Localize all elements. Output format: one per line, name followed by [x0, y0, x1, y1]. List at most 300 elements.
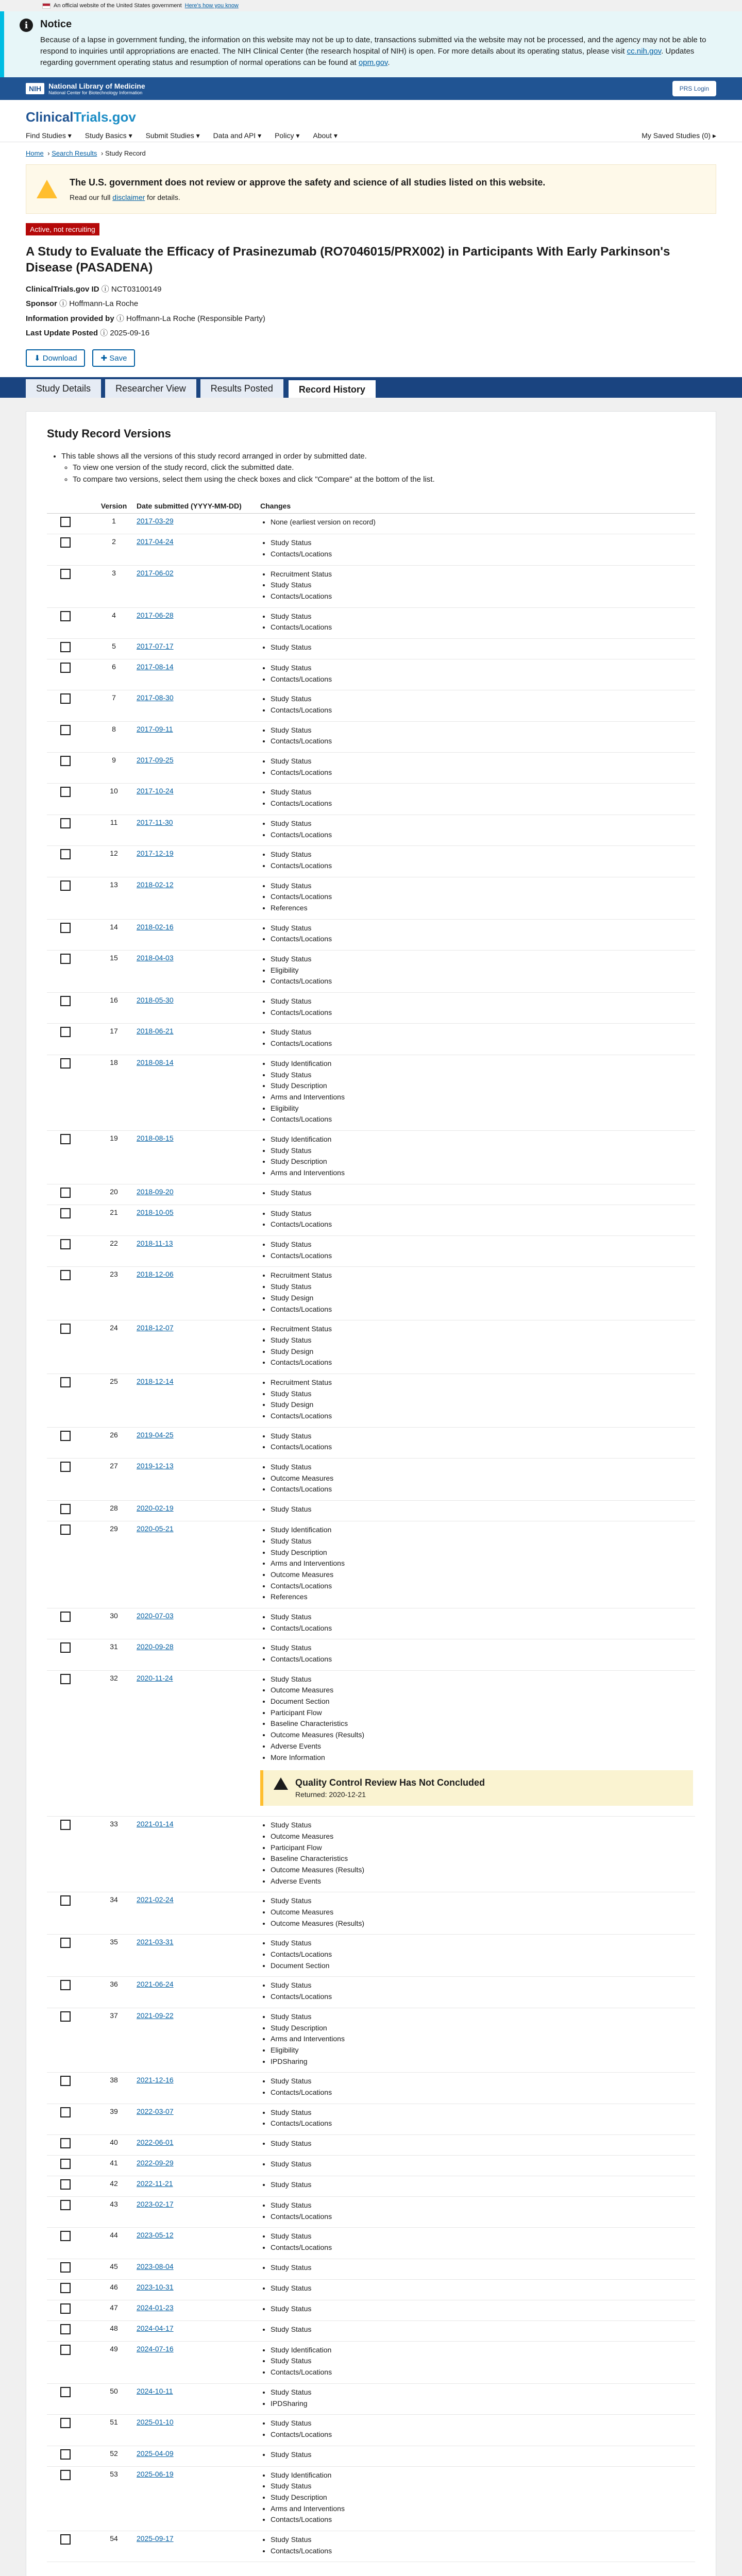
- version-number: 8: [93, 721, 134, 752]
- change-item: • Study Status: [271, 725, 693, 736]
- tab-results-posted[interactable]: Results Posted: [200, 379, 283, 398]
- change-item: • Study Description: [271, 1080, 693, 1092]
- change-item: • Study Status: [271, 611, 693, 622]
- nav-item[interactable]: Find Studies ▾: [26, 131, 72, 140]
- version-date-link[interactable]: 2017-04-24: [137, 537, 174, 546]
- compare-checkbox[interactable]: [60, 2262, 71, 2273]
- change-item: • Contacts/Locations: [271, 891, 693, 903]
- disclaimer-link[interactable]: disclaimer: [112, 193, 145, 201]
- compare-checkbox[interactable]: [60, 1642, 71, 1653]
- nav-item[interactable]: Data and API ▾: [213, 131, 262, 140]
- compare-checkbox[interactable]: [60, 1377, 71, 1387]
- version-date-link[interactable]: 2018-10-05: [137, 1208, 174, 1216]
- version-row: [47, 1935, 695, 1977]
- version-row: [47, 2008, 695, 2072]
- prs-login-button[interactable]: PRS Login: [672, 81, 716, 96]
- compare-checkbox[interactable]: [60, 2418, 71, 2428]
- changes-cell: [258, 1608, 695, 1639]
- tab-study-details[interactable]: Study Details: [26, 379, 101, 398]
- compare-checkbox[interactable]: [60, 2345, 71, 2355]
- compare-checkbox[interactable]: [60, 1938, 71, 1948]
- changes-cell: [258, 2341, 695, 2383]
- changes-cell: [258, 877, 695, 919]
- version-row: [47, 721, 695, 752]
- version-row: [47, 2383, 695, 2414]
- change-item: • Contacts/Locations: [271, 934, 693, 945]
- change-item: • Arms and Interventions: [271, 1092, 693, 1103]
- compare-cell: [47, 2176, 93, 2197]
- compare-cell: [47, 1977, 93, 2008]
- compare-cell: [47, 1459, 93, 1501]
- version-row: [47, 753, 695, 784]
- date-cell: [134, 2008, 258, 2072]
- nlm-name: National Library of Medicine: [48, 81, 145, 90]
- change-item: • Study Status: [271, 2011, 693, 2023]
- version-row: [47, 951, 695, 993]
- breadcrumb-search[interactable]: Search Results: [52, 149, 97, 158]
- changes-cell: [258, 1236, 695, 1267]
- gov-banner-text: An official website of the United States government: [54, 3, 182, 9]
- change-item: • Study Status: [271, 1820, 693, 1831]
- change-item: • Study Design: [271, 1399, 693, 1411]
- version-row: [47, 638, 695, 659]
- change-item: • Contacts/Locations: [271, 829, 693, 841]
- date-cell: [134, 638, 258, 659]
- change-item: • Document Section: [271, 1696, 693, 1707]
- version-number: 23: [93, 1267, 134, 1320]
- compare-cell: [47, 659, 93, 690]
- change-item: • Study Status: [271, 2534, 693, 2546]
- change-item: • Contacts/Locations: [271, 1007, 693, 1019]
- version-date-link[interactable]: 2017-12-19: [137, 849, 174, 858]
- version-date-link[interactable]: 2018-02-12: [137, 880, 174, 889]
- nav-item[interactable]: Study Basics ▾: [85, 131, 132, 140]
- change-item: • Study Status: [271, 1462, 693, 1473]
- change-item: • Study Status: [271, 2179, 693, 2191]
- change-item: • Contacts/Locations: [271, 1357, 693, 1368]
- change-item: • Outcome Measures: [271, 1907, 693, 1918]
- changes-cell: [258, 1501, 695, 1521]
- compare-checkbox[interactable]: [60, 2303, 71, 2314]
- change-item: • Study Status: [271, 2138, 693, 2149]
- compare-checkbox[interactable]: [60, 2159, 71, 2169]
- version-date-link[interactable]: 2024-04-17: [137, 2324, 174, 2332]
- download-button[interactable]: ⬇ Download: [26, 349, 85, 367]
- compare-checkbox[interactable]: [60, 1504, 71, 1514]
- compare-checkbox[interactable]: [60, 1324, 71, 1334]
- version-date-link[interactable]: 2022-11-21: [137, 2179, 173, 2188]
- version-date-link[interactable]: 2017-08-30: [137, 693, 174, 702]
- change-item: • References: [271, 1591, 693, 1603]
- date-cell: [134, 1320, 258, 1374]
- changes-cell: [258, 1320, 695, 1374]
- change-item: • Study Status: [271, 1208, 693, 1219]
- study-sponsor: Sponsor ⓘ Hoffmann-La Roche: [26, 299, 139, 309]
- compare-checkbox[interactable]: [60, 517, 71, 527]
- version-row: [47, 2156, 695, 2176]
- compare-checkbox[interactable]: [60, 1612, 71, 1622]
- version-number: 42: [93, 2176, 134, 2197]
- compare-checkbox[interactable]: [60, 2200, 71, 2210]
- change-item: • Eligibility: [271, 965, 693, 976]
- change-item: • Contacts/Locations: [271, 705, 693, 716]
- version-number: 2: [93, 534, 134, 565]
- compare-checkbox[interactable]: [60, 1431, 71, 1441]
- version-date-link[interactable]: 2017-11-30: [137, 818, 173, 826]
- version-date-link[interactable]: 2019-04-25: [137, 1430, 174, 1439]
- change-item: • Study Status: [271, 1895, 693, 1907]
- version-date-link[interactable]: 2018-11-13: [137, 1239, 173, 1248]
- compare-checkbox[interactable]: [60, 1462, 71, 1472]
- version-date-link[interactable]: 2017-06-02: [137, 568, 174, 577]
- compare-checkbox[interactable]: [60, 2449, 71, 2460]
- date-cell: [134, 1024, 258, 1055]
- date-cell: [134, 514, 258, 534]
- version-number: 24: [93, 1320, 134, 1374]
- version-date-link[interactable]: 2017-07-17: [137, 641, 174, 650]
- changes-cell: [258, 753, 695, 784]
- content-area: [0, 398, 742, 2576]
- nav-item[interactable]: Submit Studies ▾: [145, 131, 200, 140]
- version-number: 6: [93, 659, 134, 690]
- compare-checkbox[interactable]: [60, 1524, 71, 1535]
- version-row: [47, 607, 695, 638]
- version-date-link[interactable]: 2022-03-07: [137, 2107, 174, 2115]
- compare-checkbox[interactable]: [60, 2324, 71, 2334]
- changes-cell: [258, 2446, 695, 2466]
- change-item: • Study Status: [271, 2159, 693, 2170]
- nav-item[interactable]: About ▾: [313, 131, 338, 140]
- compare-checkbox[interactable]: [60, 2076, 71, 2086]
- change-item: • Study Design: [271, 1293, 693, 1304]
- changes-cell: [258, 690, 695, 721]
- version-date-link[interactable]: 2018-12-07: [137, 1324, 174, 1332]
- changes-cell: [258, 1935, 695, 1977]
- changes-cell: [258, 2008, 695, 2072]
- version-date-link[interactable]: 2022-06-01: [137, 2138, 174, 2146]
- version-row: [47, 2104, 695, 2134]
- study-header: [0, 214, 742, 366]
- version-date-link[interactable]: 2025-09-17: [137, 2534, 174, 2543]
- change-item: • Contacts/Locations: [271, 1304, 693, 1315]
- date-cell: [134, 1817, 258, 1892]
- compare-checkbox[interactable]: [60, 725, 71, 735]
- version-number: 11: [93, 815, 134, 845]
- version-date-link[interactable]: 2023-08-04: [137, 2262, 174, 2270]
- version-number: 53: [93, 2466, 134, 2531]
- version-date-link[interactable]: 2017-10-24: [137, 787, 174, 795]
- version-row: [47, 2073, 695, 2104]
- version-date-link[interactable]: 2018-06-21: [137, 1027, 174, 1036]
- compare-checkbox[interactable]: [60, 2179, 71, 2190]
- study-tabs: [0, 377, 742, 398]
- notice-body: Because of a lapse in government funding, the information on this website may not be up to date, transactions submitted via the website may not be processed, and the agency may not be able to respond to inquiries until appropriations are enacted. The NIH Clinical Center (the research hospital of NIH) is open. For more details about its operating status, please visit cc.nih.gov. Updates regarding government operating status and resumption of normal operations can be found at opm.gov.: [40, 36, 706, 67]
- version-date-link[interactable]: 2020-09-28: [137, 1642, 174, 1651]
- compare-checkbox[interactable]: [60, 1239, 71, 1249]
- date-cell: [134, 815, 258, 845]
- change-item: • Contacts/Locations: [271, 1250, 693, 1262]
- compare-checkbox[interactable]: [60, 642, 71, 652]
- version-date-link[interactable]: 2019-12-13: [137, 1462, 174, 1470]
- change-item: • Study Status: [271, 818, 693, 829]
- versions-instructions: • This table shows all the versions of this study record arranged in order by submitted date. ◦ To view one version of the study record, click the submitted date. ◦ To compare two versions, select them using the check boxes and click "Compare" at the bottom of the list.: [61, 451, 695, 486]
- compare-cell: [47, 2228, 93, 2259]
- version-date-link[interactable]: 2018-02-16: [137, 922, 174, 931]
- change-item: • Study Design: [271, 1346, 693, 1358]
- change-item: • Outcome Measures (Results): [271, 1865, 693, 1876]
- version-number: 1: [93, 514, 134, 534]
- version-number: 38: [93, 2073, 134, 2104]
- opm-link[interactable]: opm.gov: [358, 58, 388, 67]
- change-item: • Contacts/Locations: [271, 1411, 693, 1422]
- version-date-link[interactable]: 2021-02-24: [137, 1895, 174, 1904]
- version-date-link[interactable]: 2023-05-12: [137, 2231, 174, 2240]
- version-number: 17: [93, 1024, 134, 1055]
- compare-checkbox[interactable]: [60, 1134, 71, 1144]
- version-date-link[interactable]: 2021-06-24: [137, 1980, 174, 1989]
- compare-checkbox[interactable]: [60, 1895, 71, 1906]
- cc-link[interactable]: cc.nih.gov: [627, 46, 662, 56]
- compare-checkbox[interactable]: [60, 1208, 71, 1218]
- changes-cell: [258, 1459, 695, 1501]
- change-item: • Contacts/Locations: [271, 2118, 693, 2129]
- version-row: [47, 2341, 695, 2383]
- changes-cell: [258, 951, 695, 993]
- compare-cell: [47, 2466, 93, 2531]
- version-number: 3: [93, 565, 134, 607]
- change-item: • Arms and Interventions: [271, 2503, 693, 2515]
- version-date-link[interactable]: 2024-01-23: [137, 2303, 174, 2312]
- compare-checkbox[interactable]: [60, 2231, 71, 2241]
- nav-item[interactable]: Policy ▾: [275, 131, 300, 140]
- nav-menu: [26, 131, 338, 140]
- study-id: ClinicalTrials.gov ID ⓘ NCT03100149: [26, 284, 162, 294]
- qc-title: Quality Control Review Has Not Concluded: [295, 1777, 485, 1788]
- version-row: [47, 1892, 695, 1935]
- version-number: 54: [93, 2531, 134, 2562]
- date-cell: [134, 2320, 258, 2341]
- compare-checkbox[interactable]: [60, 569, 71, 579]
- changes-cell: [258, 1427, 695, 1458]
- version-number: 31: [93, 1639, 134, 1670]
- version-date-link[interactable]: 2024-10-11: [137, 2386, 173, 2395]
- version-number: 32: [93, 1670, 134, 1817]
- compare-cell: [47, 2104, 93, 2134]
- tab-researcher-view[interactable]: Researcher View: [105, 379, 196, 398]
- compare-checkbox[interactable]: [60, 996, 71, 1006]
- change-item: • Study Status: [271, 2262, 693, 2274]
- version-date-link[interactable]: 2021-03-31: [137, 1938, 174, 1946]
- compare-cell: [47, 1892, 93, 1935]
- nlm-sub: National Center for Biotechnology Information: [48, 90, 143, 95]
- version-date-link[interactable]: 2018-09-20: [137, 1187, 174, 1196]
- version-number: 43: [93, 2197, 134, 2228]
- compare-checkbox[interactable]: [60, 1058, 71, 1069]
- compare-cell: [47, 2300, 93, 2320]
- changes-cell: [258, 2466, 695, 2531]
- change-item: • Study Status: [271, 1612, 693, 1623]
- change-item: • Outcome Measures: [271, 1473, 693, 1484]
- version-date-link[interactable]: 2021-09-22: [137, 2011, 174, 2020]
- changes-cell: [258, 2135, 695, 2156]
- compare-checkbox[interactable]: [60, 2283, 71, 2293]
- compare-cell: [47, 1184, 93, 1205]
- compare-cell: [47, 638, 93, 659]
- compare-checkbox[interactable]: [60, 880, 71, 891]
- info-icon: i: [20, 19, 33, 32]
- compare-checkbox[interactable]: [60, 1188, 71, 1198]
- date-cell: [134, 1501, 258, 1521]
- changes-cell: [258, 1267, 695, 1320]
- change-item: • Study Identification: [271, 1134, 693, 1145]
- compare-checkbox[interactable]: [60, 1027, 71, 1037]
- version-date-link[interactable]: 2020-02-19: [137, 1504, 174, 1513]
- change-item: • Arms and Interventions: [271, 2033, 693, 2045]
- version-date-link[interactable]: 2022-09-29: [137, 2159, 174, 2167]
- version-date-link[interactable]: 2017-06-28: [137, 611, 174, 619]
- version-date-link[interactable]: 2025-01-10: [137, 2418, 174, 2427]
- compare-checkbox[interactable]: [60, 2470, 71, 2480]
- version-number: 29: [93, 1521, 134, 1608]
- change-item: • Study Description: [271, 1156, 693, 1167]
- version-date-link[interactable]: 2020-07-03: [137, 1611, 174, 1620]
- compare-checkbox[interactable]: [60, 1674, 71, 1684]
- version-date-link[interactable]: 2025-04-09: [137, 2449, 174, 2458]
- version-date-link[interactable]: 2020-11-24: [137, 1673, 173, 1682]
- compare-checkbox[interactable]: [60, 611, 71, 621]
- save-button[interactable]: ✚ Save: [92, 349, 135, 367]
- date-cell: [134, 2415, 258, 2446]
- version-date-link[interactable]: 2017-09-11: [137, 724, 173, 733]
- change-item: • Study Status: [271, 1980, 693, 1991]
- version-date-link[interactable]: 2024-07-16: [137, 2344, 174, 2353]
- version-number: 26: [93, 1427, 134, 1458]
- date-cell: [134, 877, 258, 919]
- versions-table: [47, 499, 695, 2562]
- compare-checkbox[interactable]: [60, 2534, 71, 2545]
- version-date-link[interactable]: 2017-08-14: [137, 662, 174, 671]
- version-date-link[interactable]: 2021-12-16: [137, 2076, 174, 2084]
- version-date-link[interactable]: 2023-02-17: [137, 2200, 174, 2208]
- compare-cell: [47, 2156, 93, 2176]
- compare-checkbox[interactable]: [60, 1980, 71, 1990]
- version-row: [47, 1236, 695, 1267]
- compare-checkbox[interactable]: [60, 1270, 71, 1280]
- date-cell: [134, 2176, 258, 2197]
- change-item: • Contacts/Locations: [271, 1038, 693, 1049]
- date-cell: [134, 1184, 258, 1205]
- version-date-link[interactable]: 2017-09-25: [137, 756, 174, 765]
- compare-checkbox[interactable]: [60, 849, 71, 859]
- version-row: [47, 1320, 695, 1374]
- change-item: • Study Identification: [271, 2345, 693, 2356]
- compare-checkbox[interactable]: [60, 954, 71, 964]
- gov-banner-link[interactable]: Here's how you know: [184, 3, 239, 9]
- compare-checkbox[interactable]: [60, 663, 71, 673]
- version-row: [47, 2415, 695, 2446]
- change-item: • Study Status: [271, 880, 693, 892]
- tab-record-history[interactable]: Record History: [288, 379, 377, 398]
- change-item: • Adverse Events: [271, 1876, 693, 1887]
- version-date-link[interactable]: 2018-12-14: [137, 1377, 174, 1385]
- version-date-link[interactable]: 2023-10-31: [137, 2282, 174, 2291]
- compare-checkbox[interactable]: [60, 1820, 71, 1830]
- change-item: • Study Status: [271, 996, 693, 1007]
- changes-cell: [258, 784, 695, 815]
- saved-studies-link[interactable]: My Saved Studies (0) ▸: [642, 131, 716, 140]
- study-last-update: Last Update Posted ⓘ 2025-09-16: [26, 329, 150, 338]
- version-row: [47, 2300, 695, 2320]
- change-item: • Study Description: [271, 2023, 693, 2034]
- version-date-link[interactable]: 2025-06-19: [137, 2469, 174, 2478]
- compare-cell: [47, 2259, 93, 2279]
- change-item: • Study Status: [271, 2200, 693, 2211]
- version-date-link[interactable]: 2017-03-29: [137, 517, 174, 526]
- version-date-link[interactable]: 2018-05-30: [137, 996, 174, 1005]
- date-cell: [134, 659, 258, 690]
- change-item: • Outcome Measures: [271, 1831, 693, 1842]
- compare-checkbox[interactable]: [60, 923, 71, 933]
- change-item: • Study Status: [271, 1504, 693, 1515]
- version-number: 18: [93, 1055, 134, 1130]
- compare-checkbox[interactable]: [60, 2387, 71, 2397]
- version-date-link[interactable]: 2018-08-14: [137, 1058, 174, 1066]
- nih-logo: NIH: [26, 83, 44, 94]
- qc-text: Returned: 2020-12-21: [295, 1790, 366, 1799]
- version-number: 21: [93, 1205, 134, 1235]
- changes-cell: [258, 1205, 695, 1235]
- version-date-link[interactable]: 2020-05-21: [137, 1524, 174, 1533]
- version-number: 47: [93, 2300, 134, 2320]
- change-item: • Arms and Interventions: [271, 1167, 693, 1179]
- version-row: [47, 1055, 695, 1130]
- change-item: • Study Status: [271, 1281, 693, 1293]
- change-item: • References: [271, 903, 693, 914]
- compare-checkbox[interactable]: [60, 693, 71, 704]
- compare-checkbox[interactable]: [60, 2107, 71, 2117]
- compare-checkbox[interactable]: [60, 787, 71, 797]
- changes-cell: [258, 2320, 695, 2341]
- change-item: • IPDSharing: [271, 2398, 693, 2410]
- version-date-link[interactable]: 2021-01-14: [137, 1820, 174, 1828]
- version-number: 46: [93, 2279, 134, 2300]
- compare-checkbox[interactable]: [60, 756, 71, 766]
- nlm-logo[interactable]: [26, 82, 145, 95]
- breadcrumb-home[interactable]: Home: [26, 149, 44, 158]
- compare-checkbox[interactable]: [60, 537, 71, 548]
- compare-checkbox[interactable]: [60, 818, 71, 828]
- version-date-link[interactable]: 2018-12-06: [137, 1270, 174, 1279]
- version-number: 16: [93, 993, 134, 1024]
- change-item: • Study Status: [271, 2231, 693, 2242]
- change-item: • Document Section: [271, 1960, 693, 1972]
- version-date-link[interactable]: 2018-04-03: [137, 954, 174, 962]
- change-item: • Outcome Measures: [271, 1569, 693, 1581]
- change-item: • Contacts/Locations: [271, 767, 693, 778]
- compare-cell: [47, 1236, 93, 1267]
- change-item: • Study Status: [271, 2387, 693, 2398]
- ct-logo[interactable]: ClinicalTrials.gov: [26, 109, 136, 125]
- compare-cell: [47, 1130, 93, 1184]
- version-date-link[interactable]: 2018-08-15: [137, 1133, 174, 1142]
- change-item: • Outcome Measures: [271, 1685, 693, 1696]
- version-row: [47, 690, 695, 721]
- compare-checkbox[interactable]: [60, 2011, 71, 2022]
- compare-cell: [47, 1817, 93, 1892]
- changes-cell: [258, 1024, 695, 1055]
- compare-checkbox[interactable]: [60, 2138, 71, 2148]
- change-item: • Study Description: [271, 1547, 693, 1558]
